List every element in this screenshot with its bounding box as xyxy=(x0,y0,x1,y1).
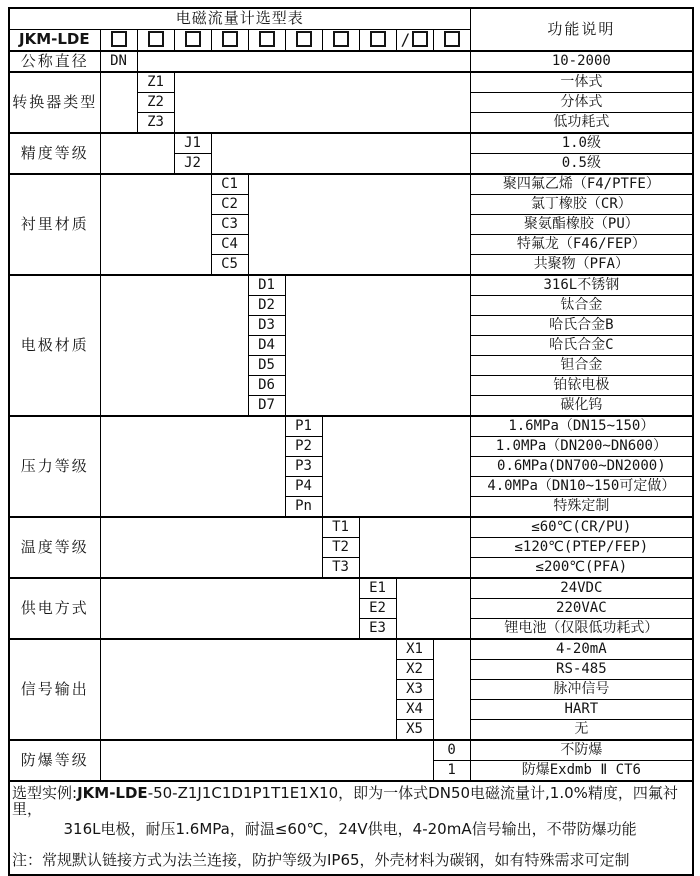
code-cell: DN xyxy=(100,51,137,72)
checkbox-icon xyxy=(296,31,312,47)
section-lining-material xyxy=(9,174,693,195)
table-title-row xyxy=(9,8,693,30)
checkbox-icon xyxy=(444,31,460,47)
code-cell: E2 xyxy=(359,599,396,619)
code-cell: 1 xyxy=(433,761,470,782)
blank-cell xyxy=(100,72,137,133)
code-cell: Z3 xyxy=(137,113,174,134)
desc-cell: 1.0MPa（DN200~DN600） xyxy=(470,437,693,457)
code-cell: Z1 xyxy=(137,72,174,93)
blank-cell xyxy=(211,133,470,174)
section-nominal-diameter xyxy=(9,51,693,72)
section-label: 温度等级 xyxy=(9,517,100,578)
function-column-header: 功能说明 xyxy=(470,8,693,51)
code-cell: C4 xyxy=(211,235,248,255)
code-cell: D1 xyxy=(248,275,285,296)
blank-cell xyxy=(100,578,359,639)
blank-cell xyxy=(322,416,470,517)
section-label: 衬里材质 xyxy=(9,174,100,275)
checkbox-icon xyxy=(259,31,275,47)
slash-separator: / xyxy=(400,29,411,49)
desc-cell: 铂铱电极 xyxy=(470,376,693,396)
blank-cell xyxy=(100,133,174,174)
section-signal-output xyxy=(9,639,693,660)
code-cell: X1 xyxy=(396,639,433,660)
desc-cell: 钽合金 xyxy=(470,356,693,376)
desc-cell: 氯丁橡胶（CR） xyxy=(470,195,693,215)
checkbox-icon xyxy=(333,31,349,47)
desc-cell: 4.0MPa（DN10~150可定做） xyxy=(470,477,693,497)
code-cell: P2 xyxy=(285,437,322,457)
desc-cell: 聚四氟乙烯（F4/PTFE） xyxy=(470,174,693,195)
checkbox-icon xyxy=(111,31,127,47)
blank-cell xyxy=(359,517,470,578)
code-cell: D2 xyxy=(248,296,285,316)
selection-table xyxy=(8,7,694,876)
desc-cell: 1.0级 xyxy=(470,133,693,154)
checkbox-icon xyxy=(370,31,386,47)
code-cell: X2 xyxy=(396,660,433,680)
model-name: JKM-LDE xyxy=(9,30,100,52)
selection-example xyxy=(9,781,693,840)
code-cell: J1 xyxy=(174,133,211,154)
desc-cell: 1.6MPa（DN15~150） xyxy=(470,416,693,437)
blank-cell xyxy=(396,578,470,639)
checkbox-cell xyxy=(433,30,470,52)
desc-cell: 碳化钨 xyxy=(470,396,693,417)
checkbox-cell-slash xyxy=(396,30,433,52)
desc-cell: 哈氏合金C xyxy=(470,336,693,356)
example-model-code: JKM-LDE xyxy=(77,784,148,802)
code-cell: C1 xyxy=(211,174,248,195)
code-cell: P1 xyxy=(285,416,322,437)
section-label: 防爆等级 xyxy=(9,740,100,781)
code-cell: X4 xyxy=(396,700,433,720)
checkbox-cell xyxy=(100,30,137,52)
checkbox-icon xyxy=(222,31,238,47)
desc-cell: ≤60℃(CR/PU) xyxy=(470,517,693,538)
section-electrode-material xyxy=(9,275,693,296)
section-pressure-rating xyxy=(9,416,693,437)
checkbox-cell xyxy=(359,30,396,52)
desc-cell: RS-485 xyxy=(470,660,693,680)
blank-cell xyxy=(100,639,396,740)
code-cell: D3 xyxy=(248,316,285,336)
code-cell: D5 xyxy=(248,356,285,376)
code-cell: E1 xyxy=(359,578,396,599)
desc-cell: 0.5级 xyxy=(470,154,693,175)
selection-table-wrapper xyxy=(8,7,694,876)
code-cell: D4 xyxy=(248,336,285,356)
section-label: 公称直径 xyxy=(9,51,100,72)
code-cell: D6 xyxy=(248,376,285,396)
code-cell: P3 xyxy=(285,457,322,477)
section-temperature-rating xyxy=(9,517,693,538)
desc-cell: 24VDC xyxy=(470,578,693,599)
code-cell: Z2 xyxy=(137,93,174,113)
code-cell: X5 xyxy=(396,720,433,741)
blank-cell xyxy=(248,174,470,275)
section-label: 压力等级 xyxy=(9,416,100,517)
checkbox-icon xyxy=(185,31,201,47)
example-prefix: 选型实例: xyxy=(12,784,78,802)
code-cell: C5 xyxy=(211,255,248,276)
checkbox-cell xyxy=(211,30,248,52)
table-title: 电磁流量计选型表 xyxy=(9,8,470,30)
blank-cell xyxy=(100,740,433,781)
blank-cell xyxy=(137,51,470,72)
code-cell: Pn xyxy=(285,497,322,518)
desc-cell: 10-2000 xyxy=(470,51,693,72)
footer-note: 注：常规默认链接方式为法兰连接，防护等级为IP65，外壳材料为碳钢，如有特殊需求可定制 xyxy=(9,840,693,875)
blank-cell xyxy=(100,416,285,517)
footer-example-row xyxy=(9,781,693,840)
code-cell: C2 xyxy=(211,195,248,215)
example-rest: -50-Z1J1C1D1P1T1E1X10，即为一体式DN50电磁流量计,1.0%精度，四氟衬里， xyxy=(12,784,678,818)
blank-cell xyxy=(174,72,470,133)
checkbox-cell xyxy=(285,30,322,52)
desc-cell: 不防爆 xyxy=(470,740,693,761)
blank-cell xyxy=(285,275,470,416)
code-cell: T2 xyxy=(322,538,359,558)
section-label: 供电方式 xyxy=(9,578,100,639)
desc-cell: 共聚物（PFA） xyxy=(470,255,693,276)
desc-cell: 0.6MPa(DN700~DN2000) xyxy=(470,457,693,477)
desc-cell: 低功耗式 xyxy=(470,113,693,134)
selection-example-line1 xyxy=(12,786,688,818)
section-power-supply xyxy=(9,578,693,599)
code-cell: D7 xyxy=(248,396,285,417)
blank-cell xyxy=(100,174,211,275)
desc-cell: 316L不锈钢 xyxy=(470,275,693,296)
desc-cell: 钛合金 xyxy=(470,296,693,316)
checkbox-cell xyxy=(248,30,285,52)
checkbox-cell xyxy=(137,30,174,52)
desc-cell: 一体式 xyxy=(470,72,693,93)
desc-cell: 220VAC xyxy=(470,599,693,619)
desc-cell: HART xyxy=(470,700,693,720)
desc-cell: ≤200℃(PFA) xyxy=(470,558,693,579)
desc-cell: 聚氨酯橡胶（PU） xyxy=(470,215,693,235)
code-cell: X3 xyxy=(396,680,433,700)
checkbox-cell xyxy=(174,30,211,52)
footer-note-row xyxy=(9,840,693,875)
desc-cell: ≤120℃(PTEP/FEP) xyxy=(470,538,693,558)
desc-cell: 哈氏合金B xyxy=(470,316,693,336)
section-label: 电极材质 xyxy=(9,275,100,416)
section-accuracy-class xyxy=(9,133,693,154)
code-cell: T1 xyxy=(322,517,359,538)
desc-cell: 脉冲信号 xyxy=(470,680,693,700)
selection-example-line2: 316L电极，耐压1.6MPa，耐温≤60℃，24V供电，4-20mA信号输出，不带防爆功能 xyxy=(63,819,637,838)
checkbox-icon xyxy=(148,31,164,47)
section-explosion-proof-rating xyxy=(9,740,693,761)
code-cell: P4 xyxy=(285,477,322,497)
desc-cell: 特殊定制 xyxy=(470,497,693,518)
section-label: 转换器类型 xyxy=(9,72,100,133)
desc-cell: 分体式 xyxy=(470,93,693,113)
code-cell: J2 xyxy=(174,154,211,175)
desc-cell: 无 xyxy=(470,720,693,741)
desc-cell: 防爆Exdmb Ⅱ CT6 xyxy=(470,761,693,782)
code-cell: 0 xyxy=(433,740,470,761)
checkbox-cell xyxy=(322,30,359,52)
code-cell: C3 xyxy=(211,215,248,235)
blank-cell xyxy=(100,275,248,416)
code-cell: T3 xyxy=(322,558,359,579)
code-cell: E3 xyxy=(359,619,396,640)
section-label: 信号输出 xyxy=(9,639,100,740)
blank-cell xyxy=(433,639,470,740)
checkbox-icon xyxy=(412,31,428,47)
desc-cell: 锂电池（仅限低功耗式） xyxy=(470,619,693,640)
desc-cell: 特氟龙（F46/FEP） xyxy=(470,235,693,255)
desc-cell: 4-20mA xyxy=(470,639,693,660)
section-converter-type xyxy=(9,72,693,93)
section-label: 精度等级 xyxy=(9,133,100,174)
blank-cell xyxy=(100,517,322,578)
